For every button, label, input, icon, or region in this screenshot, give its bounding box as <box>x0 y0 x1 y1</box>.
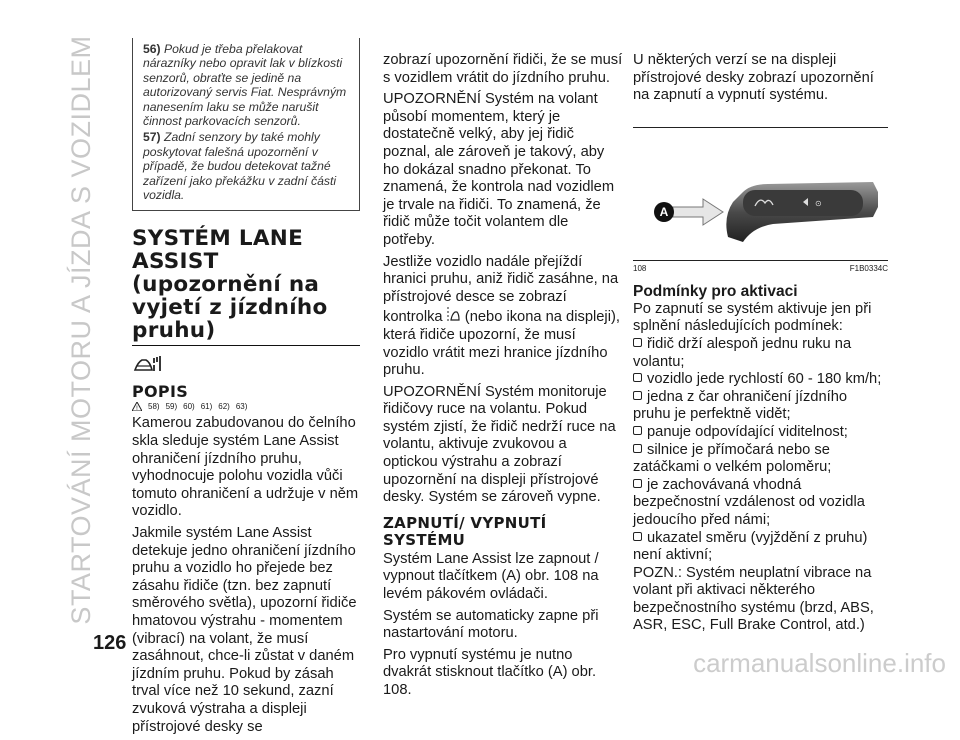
paragraph: UPOZORNĚNÍ Systém na volant působí momentem, který je dostatečně velký, aby jej řidič poznal, ale zároveň je takový, aby ho dokázal snadno překonat. To znamená, že kontrola nad vozidlem je trvale na řidiči. To znamená, že řidič může točit volantem dle potřeby. <box>383 91 615 248</box>
svg-text:⊙: ⊙ <box>815 198 822 208</box>
list-item: vozidlo jede rychlostí 60 - 180 km/h; <box>633 371 888 389</box>
note-57: 57) Zadní senzory by také mohly poskytovat falešná upozornění v případě, že budou detekovat tažné zařízení jako překážku v zadní části vozidla. <box>143 130 337 203</box>
bullet-square-icon <box>633 338 642 347</box>
figure-bottom-rule <box>633 260 888 261</box>
stalk-illustration <box>633 132 888 262</box>
paragraph: U některých verzí se na displeji přístrojové desky zobrazí upozornění na zapnutí a vypnutí systému. <box>633 52 874 104</box>
subheading-podminky: Podmínky pro aktivaci <box>633 282 798 300</box>
paragraph: Systém se automaticky zapne při nastartování motoru. <box>383 607 599 642</box>
conditions-list <box>633 336 888 565</box>
side-section-title: STARTOVÁNÍ MOTORU A JÍZDA S VOZIDLEM <box>66 35 96 625</box>
figure-number: 108 <box>633 263 647 273</box>
section-heading: SYSTÉM LANE ASSIST (upozornění na vyjetí z jízdního pruhu) <box>132 227 360 346</box>
list-item: panuje odpovídající viditelnost; <box>633 424 888 442</box>
page-number: 126 <box>93 632 127 654</box>
svg-text:!: ! <box>136 406 138 412</box>
paragraph: zobrazí upozornění řidiči, že se musí s vozidlem vrátit do jízdního pruhu. <box>383 52 623 86</box>
paragraph: Po zapnutí se systém aktivuje jen při splnění následujících podmínek: <box>633 300 872 335</box>
list-item: je zachovávaná vhodná bezpečnostní vzdálenost od vozidla jedoucího před námi; <box>633 476 865 528</box>
paragraph: Jestliže vozidlo nadále přejíždí hranici pruhu, aniž řidič zasáhne, na přístrojové desce se zobrazí kontrolka (nebo ikona na displeji), která řidiče upozorní, že musí vozidlo vrátit mezi hranice jízdního pruhu. <box>383 253 620 379</box>
column-1 <box>132 42 360 740</box>
paragraph: Systém Lane Assist lze zapnout / vypnout tlačítkem (A) obr. 108 na levém pákovém ovládači. <box>383 550 599 603</box>
arrow-icon <box>673 199 723 225</box>
column-3 <box>633 52 888 639</box>
notes-box <box>132 38 360 211</box>
subheading-zapnuti: ZAPNUTÍ/ VYPNUTÍ SYSTÉMU <box>383 513 547 549</box>
paragraph: POZN.: Systém neuplatní vibrace na volant při aktivaci některého bezpečnostního systému (brzd, ABS, ASR, ESC, Full Brake Control, atd.) <box>633 564 874 634</box>
lane-warning-icon <box>447 306 461 324</box>
subheading-popis: POPIS <box>132 382 189 402</box>
lane-assist-icon <box>132 354 360 379</box>
paragraph: UPOZORNĚNÍ Systém monitoruje řidičovy ruce na volantu. Pokud systém zjistí, že řidič nedrží ruce na volantu, aktivuje zvukovou a optickou výstrahu a zobrazí upozornění na displeji přístrojové desky. Systém se zároveň vypne. <box>383 383 616 506</box>
figure-108 <box>633 127 888 277</box>
bullet-square-icon <box>633 426 642 435</box>
bullet-square-icon <box>633 532 642 541</box>
paragraph: Pro vypnutí systému je nutno dvakrát stisknout tlačítko (A) obr. 108. <box>383 646 597 698</box>
figure-top-rule <box>633 127 888 128</box>
bullet-square-icon <box>633 479 642 488</box>
bullet-square-icon <box>633 373 642 382</box>
figure-code: F1B0334C <box>849 263 888 273</box>
list-item: řidič drží alespoň jednu ruku na volantu; <box>633 335 852 370</box>
reference-triangle-icon <box>132 402 142 411</box>
note-56: 56) Pokud je třeba přelakovat nárazníky nebo opravit lak v blízkosti senzorů, obraťte se jedině na autorizovaný servis Fiat. Nesprávným nanesením laku se může narušit činnost parkovacích senzorů. <box>143 42 347 129</box>
bullet-square-icon <box>633 391 642 400</box>
figure-label-a: A <box>659 204 669 219</box>
figure-caption <box>633 264 888 273</box>
list-item: ukazatel směru (vyjždění z pruhu) není aktivní; <box>633 529 868 564</box>
list-item: jedna z čar ohraničení jízdního pruhu je perfektně vidět; <box>633 388 848 423</box>
watermark: carmanualsonline.info <box>693 648 946 678</box>
list-item: silnice je přímočará nebo se zatáčkami o velkém poloměru; <box>633 441 832 476</box>
note-references: ! 58) 59) 60) 61) 62) 63) <box>132 402 360 411</box>
column-2 <box>383 52 623 704</box>
paragraph: Jakmile systém Lane Assist detekuje jedno ohraničení jízdního pruhu a vozidlo ho přejede bez zásahu řidiče (tzn. bez zapnutí směrového světla), upozorní řidiče hmatovou výstrahu - momentem (vibrací) na volant, že musí zasáhnout, chce-li zůstat v daném jízdním pruhu. Pokud by zásah trval více než 10 sekund, zazní zvuková výstraha a displeji přístrojové desky se <box>132 525 357 735</box>
bullet-square-icon <box>633 444 642 453</box>
paragraph: Kamerou zabudovanou do čelního skla sleduje systém Lane Assist ohraničení jízdního pruhu, vyhodnocuje polohu vozidla vůči tomuto ohraničení a udržuje v něm vozidlo. <box>132 415 359 520</box>
